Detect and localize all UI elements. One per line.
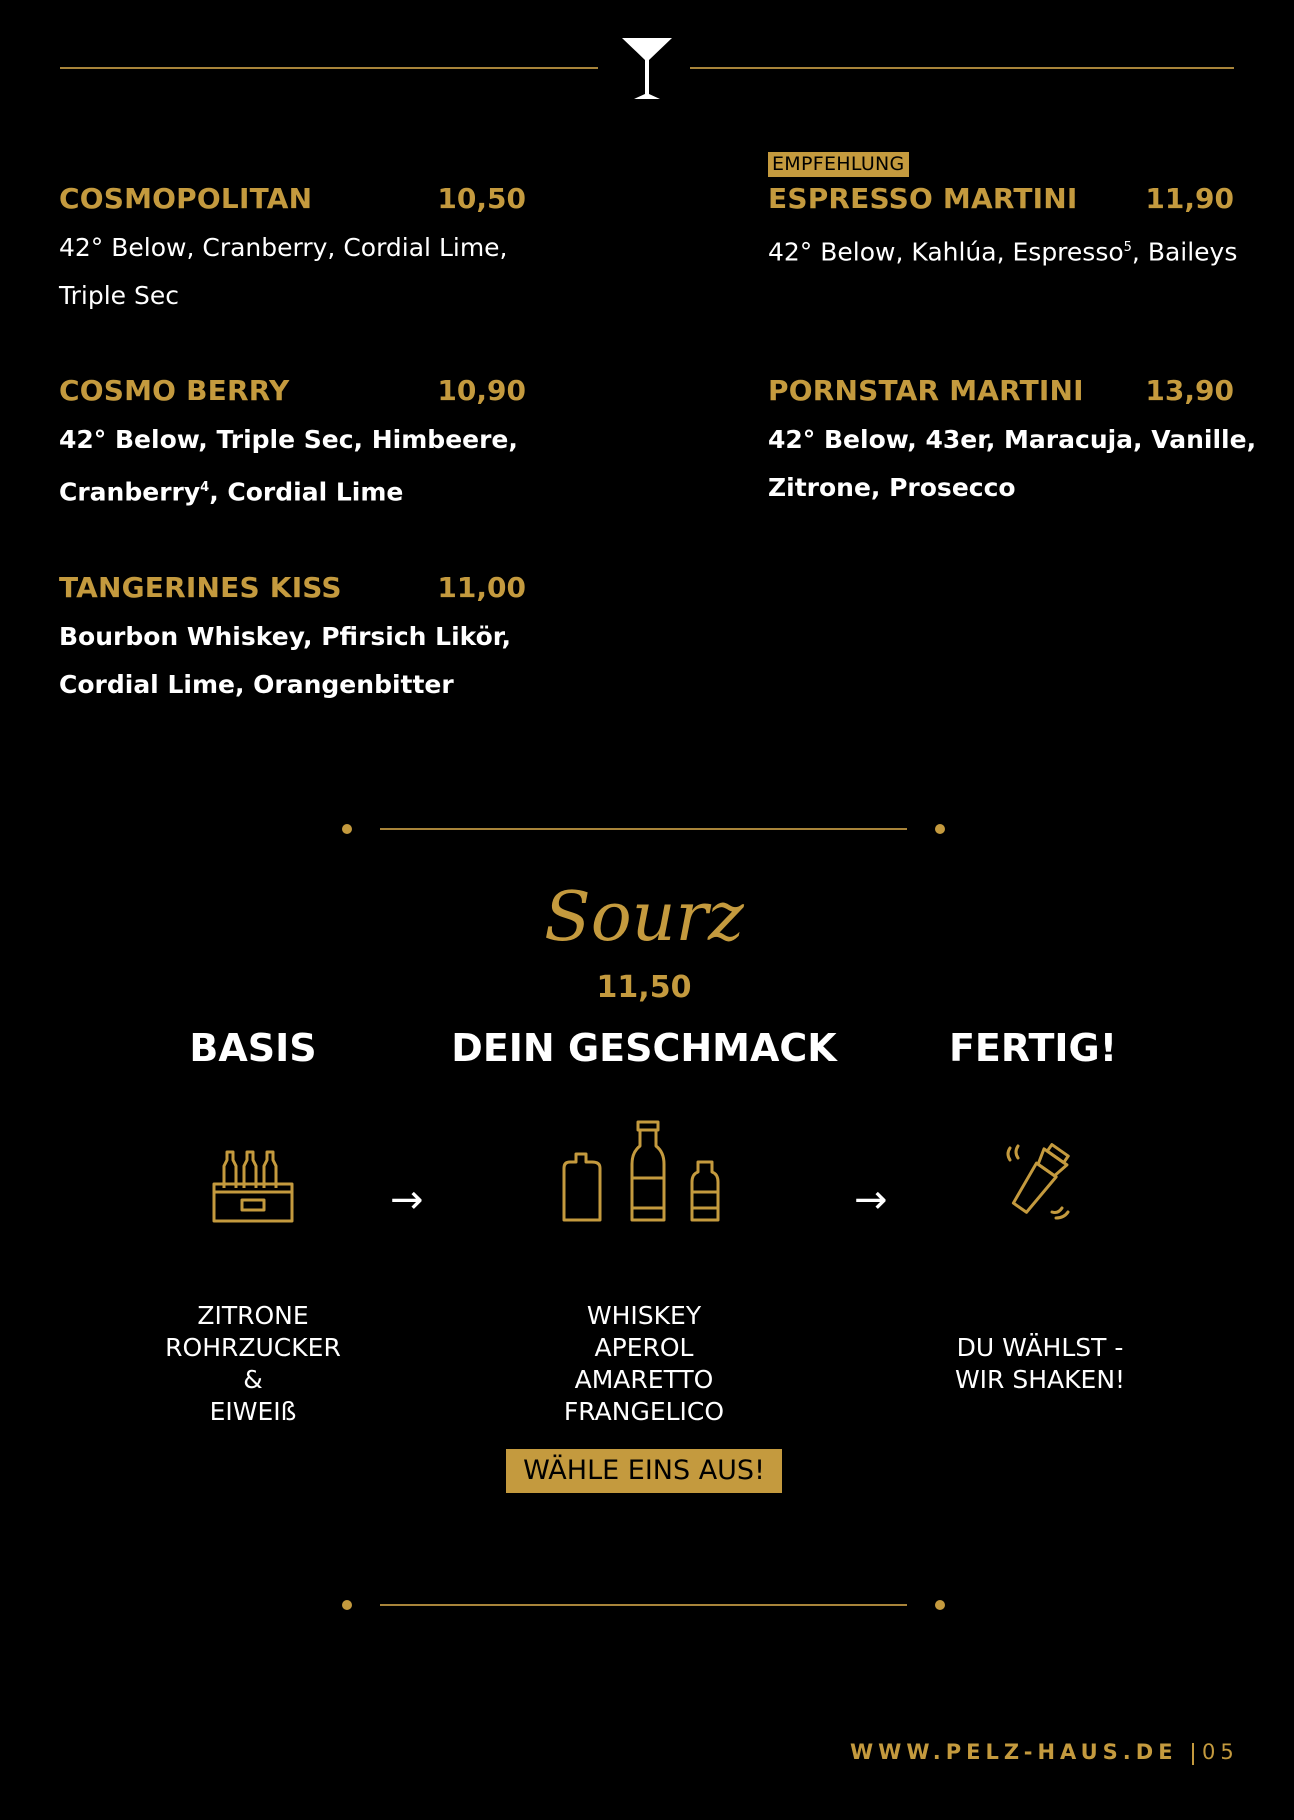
divider-dot: [935, 1600, 945, 1610]
cocktail-glass-icon: [620, 36, 674, 102]
item-desc-line: 42° Below, Triple Sec, Himbeere,: [59, 425, 518, 454]
list-item: EIWEIß: [209, 1397, 297, 1426]
step-heading-fertig: FERTIG!: [948, 1026, 1118, 1070]
arrow-right-icon: →: [854, 1177, 888, 1223]
item-name: COSMO BERRY: [59, 374, 290, 407]
item-name: TANGERINES KISS: [59, 571, 342, 604]
header-rule-right: [690, 67, 1234, 69]
item-desc-line: Cranberry$^4$, Cordial Lime: [59, 477, 404, 507]
website-url: WWW.PELZ-HAUS.DE: [850, 1740, 1178, 1764]
list-item: WIR SHAKEN!: [954, 1365, 1126, 1394]
step-heading-basis: BASIS: [189, 1026, 317, 1070]
sourz-title: Sourz: [544, 878, 744, 957]
list-item: &: [243, 1365, 263, 1394]
item-name: PORNSTAR MARTINI: [768, 374, 1084, 407]
item-desc-line: 42° Below, Cranberry, Cordial Lime,: [59, 233, 508, 262]
item-desc-line: 42° Below, Kahlúa, Espresso$^5$, Baileys: [768, 237, 1238, 267]
arrow-right-icon: →: [390, 1177, 424, 1223]
item-price: 11,90: [1145, 182, 1234, 215]
item-desc-line: Cordial Lime, Orangenbitter: [59, 670, 454, 699]
item-name: ESPRESSO MARTINI: [768, 182, 1078, 215]
sourz-price: 11,50: [596, 970, 692, 1005]
list-item: ZITRONE: [197, 1301, 309, 1330]
section-divider: [380, 1604, 907, 1606]
cocktail-shaker-icon: [1000, 1138, 1080, 1220]
divider-dot: [342, 824, 352, 834]
recommendation-badge: EMPFEHLUNG: [768, 152, 909, 177]
list-item: DU WÄHLST -: [956, 1333, 1124, 1362]
list-item: APEROL: [594, 1333, 694, 1362]
list-item: ROHRZUCKER: [165, 1333, 341, 1362]
item-desc-line: Triple Sec: [59, 281, 179, 310]
choose-one-banner: WÄHLE EINS AUS!: [506, 1449, 782, 1493]
item-price: 13,90: [1145, 374, 1234, 407]
item-desc-line: 42° Below, 43er, Maracuja, Vanille,: [768, 425, 1257, 454]
divider-dot: [935, 824, 945, 834]
bottle-crate-icon: [210, 1148, 296, 1224]
item-price: 10,50: [437, 182, 526, 215]
page-number: 05: [1202, 1740, 1239, 1764]
item-name: COSMOPOLITAN: [59, 182, 313, 215]
section-divider: [380, 828, 907, 830]
step-list-fertig: [890, 1332, 1190, 1396]
item-price: 11,00: [437, 571, 526, 604]
list-item: WHISKEY: [586, 1301, 702, 1330]
list-item: AMARETTO: [574, 1365, 714, 1394]
item-desc-line: Zitrone, Prosecco: [768, 473, 1016, 502]
step-list-basis: [103, 1300, 403, 1428]
divider-dot: [342, 1600, 352, 1610]
item-desc-line: Bourbon Whiskey, Pfirsich Likör,: [59, 622, 511, 651]
bottles-icon: [560, 1120, 728, 1224]
step-heading-geschmack: DEIN GESCHMACK: [451, 1026, 837, 1070]
list-item: FRANGELICO: [563, 1397, 725, 1426]
footer-separator: [1192, 1743, 1194, 1765]
item-price: 10,90: [437, 374, 526, 407]
step-list-geschmack: [494, 1300, 794, 1428]
header-rule-left: [60, 67, 598, 69]
